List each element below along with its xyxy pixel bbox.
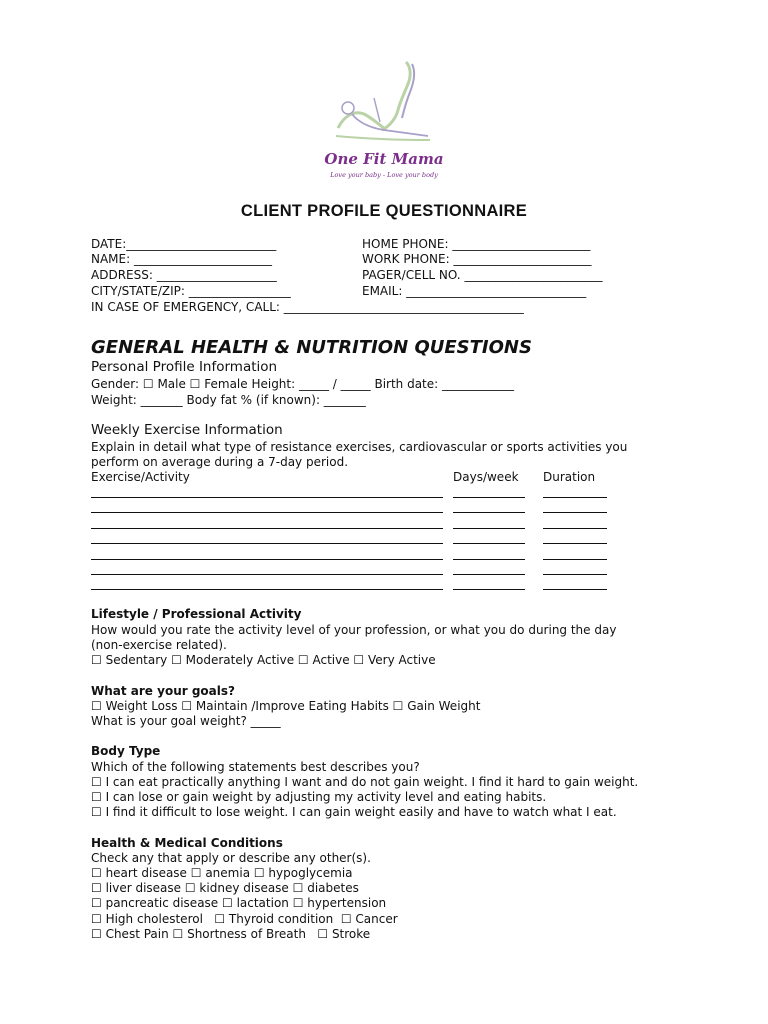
exercise-activity-line[interactable] xyxy=(91,543,443,544)
lifestyle-heading: Lifestyle / Professional Activity xyxy=(91,607,302,621)
date-field[interactable]: DATE:_________________________ xyxy=(91,237,277,251)
exercise-days-line[interactable] xyxy=(453,589,525,590)
work-phone-field[interactable]: WORK PHONE: _______________________ xyxy=(362,252,592,266)
exercise-days-line[interactable] xyxy=(453,512,525,513)
gender-height-birthdate-line[interactable]: Gender: ☐ Male ☐ Female Height: _____ / _____ Birth date: ____________ xyxy=(91,377,515,391)
home-phone-field[interactable]: HOME PHONE: _______________________ xyxy=(362,237,591,251)
goal-options[interactable]: ☐ Weight Loss ☐ Maintain /Improve Eating Habits ☐ Gain Weight xyxy=(91,699,481,713)
exercise-duration-line[interactable] xyxy=(543,543,607,544)
page-title: CLIENT PROFILE QUESTIONNAIRE xyxy=(240,202,528,220)
exercise-activity-line[interactable] xyxy=(91,559,443,560)
lifestyle-question-1: How would you rate the activity level of your profession, or what you do during the day xyxy=(91,623,617,637)
exercise-description-2: perform on average during a 7-day period. xyxy=(91,455,349,469)
exercise-activity-line[interactable] xyxy=(91,512,443,513)
name-field[interactable]: NAME: _______________________ xyxy=(91,252,272,266)
brand-tagline: Love your baby - Love your body xyxy=(330,171,438,179)
health-conditions-line-5[interactable]: ☐ Chest Pain ☐ Shortness of Breath ☐ Stroke xyxy=(91,927,371,941)
health-conditions-line-1[interactable]: ☐ heart disease ☐ anemia ☐ hypoglycemia xyxy=(91,866,353,880)
lifestyle-question-2: (non-exercise related). xyxy=(91,638,227,652)
column-header-duration: Duration xyxy=(543,470,596,484)
emergency-contact-field[interactable]: IN CASE OF EMERGENCY, CALL: ________________________________________ xyxy=(91,300,524,314)
exercise-duration-line[interactable] xyxy=(543,512,607,513)
health-conditions-line-3[interactable]: ☐ pancreatic disease ☐ lactation ☐ hypertension xyxy=(91,896,387,910)
pager-cell-field[interactable]: PAGER/CELL NO. _______________________ xyxy=(362,268,603,282)
activity-level-options[interactable]: ☐ Sedentary ☐ Moderately Active ☐ Active ☐ Very Active xyxy=(91,653,436,667)
body-type-question: Which of the following statements best describes you? xyxy=(91,760,420,774)
exercise-activity-line[interactable] xyxy=(91,589,443,590)
health-conditions-heading: Health & Medical Conditions xyxy=(91,836,283,850)
section-heading: GENERAL HEALTH & NUTRITION QUESTIONS xyxy=(91,337,532,358)
address-field[interactable]: ADDRESS: ____________________ xyxy=(91,268,277,282)
goals-heading: What are your goals? xyxy=(91,684,235,698)
email-field[interactable]: EMAIL: ______________________________ xyxy=(362,284,587,298)
exercise-duration-line[interactable] xyxy=(543,528,607,529)
exercise-days-line[interactable] xyxy=(453,559,525,560)
exercise-duration-line[interactable] xyxy=(543,589,607,590)
exercise-description-1: Explain in detail what type of resistance exercises, cardiovascular or sports activities you xyxy=(91,440,628,454)
column-header-days: Days/week xyxy=(453,470,519,484)
body-type-option-1[interactable]: ☐ I can eat practically anything I want and do not gain weight. I find it hard to gain weight. xyxy=(91,775,639,789)
goal-weight-field[interactable]: What is your goal weight? _____ xyxy=(91,714,281,728)
column-header-activity: Exercise/Activity xyxy=(91,470,190,484)
body-type-option-2[interactable]: ☐ I can lose or gain weight by adjusting my activity level and eating habits. xyxy=(91,790,547,804)
exercise-duration-line[interactable] xyxy=(543,559,607,560)
weight-bodyfat-line[interactable]: Weight: _______ Body fat % (if known): _______ xyxy=(91,393,366,407)
exercise-activity-line[interactable] xyxy=(91,528,443,529)
exercise-activity-line[interactable] xyxy=(91,574,443,575)
exercise-duration-line[interactable] xyxy=(543,497,607,498)
health-conditions-line-2[interactable]: ☐ liver disease ☐ kidney disease ☐ diabetes xyxy=(91,881,359,895)
exercise-duration-line[interactable] xyxy=(543,574,607,575)
health-instruction: Check any that apply or describe any other(s). xyxy=(91,851,371,865)
exercise-activity-line[interactable] xyxy=(91,497,443,498)
weekly-exercise-heading: Weekly Exercise Information xyxy=(91,422,283,438)
body-type-heading: Body Type xyxy=(91,744,161,758)
health-conditions-line-4[interactable]: ☐ High cholesterol ☐ Thyroid condition ☐ Cancer xyxy=(91,912,398,926)
exercise-days-line[interactable] xyxy=(453,574,525,575)
one-fit-mama-logo xyxy=(318,58,450,182)
city-state-zip-field[interactable]: CITY/STATE/ZIP: _________________ xyxy=(91,284,291,298)
exercise-days-line[interactable] xyxy=(453,543,525,544)
exercise-days-line[interactable] xyxy=(453,528,525,529)
personal-profile-heading: Personal Profile Information xyxy=(91,359,278,375)
body-type-option-3[interactable]: ☐ I find it difficult to lose weight. I can gain weight easily and have to watch what I eat. xyxy=(91,805,617,819)
brand-name: One Fit Mama xyxy=(324,150,444,168)
exercise-days-line[interactable] xyxy=(453,497,525,498)
